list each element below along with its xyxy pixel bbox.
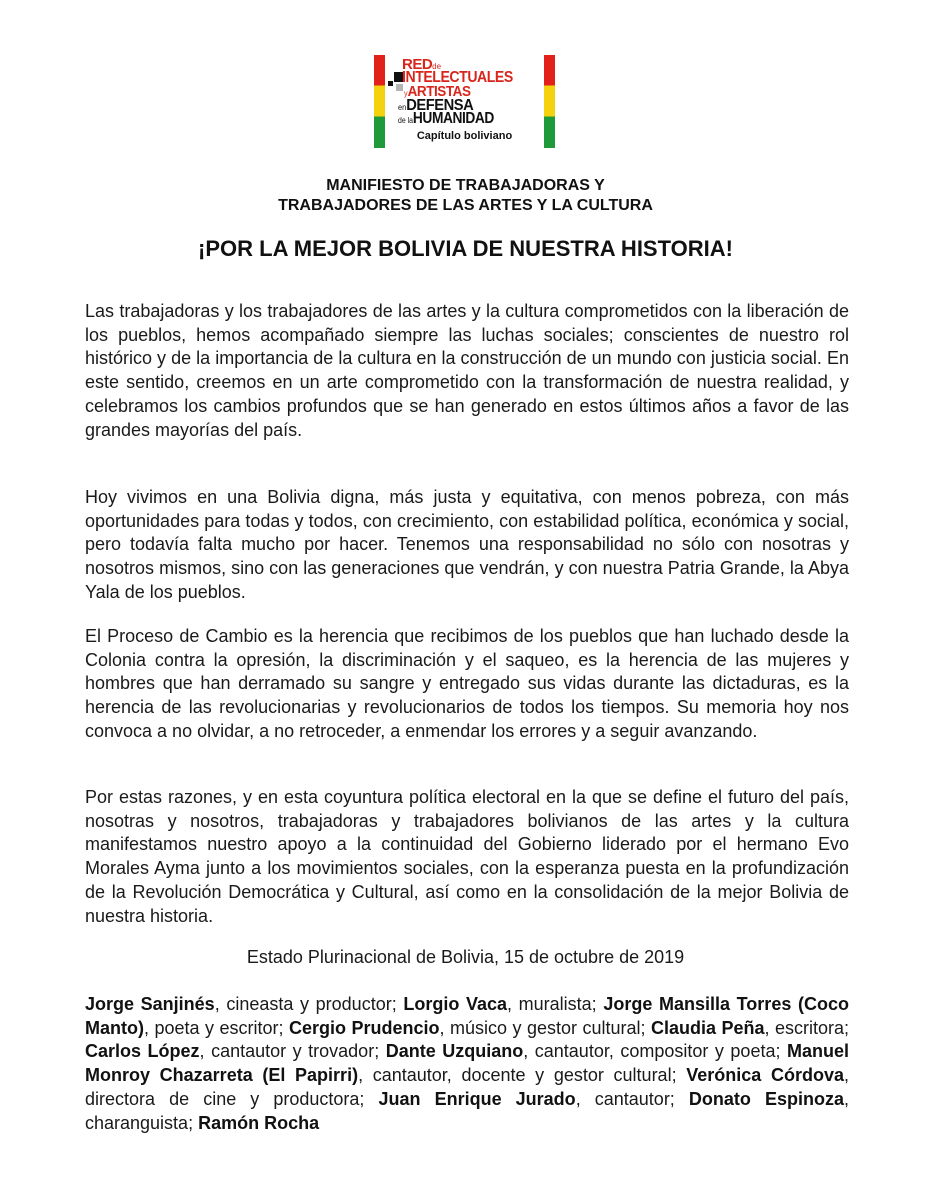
signatory-name: Verónica Córdova — [686, 1065, 844, 1086]
signatory-role: , cineasta y productor; — [214, 994, 404, 1014]
paragraph-4: Por estas razones, y en esta coyuntura política electoral en la que se define el futuro del país, nosotras y nosotros, trabajadoras y trabajadores bolivianos de las artes y la cultura manifestamos nuestro apoyo a la continuidad del Gobierno liderado por el hermano Evo Morales Ayma junto a los movimientos sociales, con la esperanza puesta en la profundización de la Revolución Democrática y Cultural, así como en la consolidación de la mejor Bolivia de nuestra historia. — [85, 787, 849, 926]
signatory-role: , cantautor, compositor y poeta; — [523, 1041, 787, 1062]
manifesto-title-line1: MANIFIESTO DE TRABAJADORAS Y — [326, 177, 605, 194]
signatory-role: , escritora; — [764, 1017, 850, 1038]
signatory-name: Jorge Sanjinés — [85, 994, 215, 1014]
signatory-role: , músico y gestor cultural; — [439, 1017, 651, 1038]
signatory-name: Jorge Mansilla Torres (Coco Manto) — [85, 994, 849, 1038]
logo-line-intelectuales: INTELECTUALES — [402, 69, 513, 86]
logo-line-defensa: enDEFENSA — [398, 97, 474, 114]
paragraph-2: Hoy vivimos en una Bolivia digna, más justa y equitativa, con menos pobreza, con más oportunidades para todas y todos, con crecimiento, con estabilidad política, económica y social, pero todavía falta mucho por hacer. Tenemos una responsabilidad no sólo con nosotras y nosotros mismos, sino con las generaciones que vendrán, y con nuestra Patria Grande, la Abya Yala de los pueblos. — [85, 487, 849, 602]
manifesto-title-line2: TRABAJADORES DE LAS ARTES Y LA CULTURA — [278, 197, 653, 214]
signatory-role: , directora de cine y productora; — [85, 1065, 849, 1109]
signatory-role: , muralista; — [507, 994, 604, 1014]
manifesto-title — [0, 176, 931, 216]
signatory-name: Lorgio Vaca — [403, 994, 508, 1014]
signatory-name: Manuel Monroy Chazarreta (El Papirri) — [85, 1041, 849, 1086]
signatory-name: Donato Espinoza — [688, 1088, 844, 1109]
signatory-name: Dante Uzquiano — [385, 1041, 524, 1062]
signatory-role: , charanguista; — [85, 1088, 849, 1133]
signatory-name: Ramón Rocha — [198, 1112, 320, 1133]
organization-logo — [374, 55, 555, 148]
paragraph-3: El Proceso de Cambio es la herencia que recibimos de los pueblos que han luchado desde la Colonia contra la opresión, la discriminación y el saqueo, es la herencia de las mujeres y hombres que han derramado su sangre y entregado sus vidas durante las dictaduras, es la herencia de las revolucionarias y revolucionarios de todos los tiempos. Su memoria hoy nos convoca a no olvidar, a no retroceder, a enmendar los errores y a seguir avanzando. — [85, 626, 849, 741]
logo-line-red: REDde — [402, 56, 442, 73]
signatory-role: , cantautor, docente y gestor cultural; — [358, 1065, 687, 1086]
signatory-role: , cantautor y trovador; — [199, 1041, 386, 1062]
signatories-list — [85, 993, 849, 1135]
signatory-role: , cantautor; — [575, 1088, 689, 1109]
logo-chapter-label: Capítulo boliviano — [416, 130, 513, 142]
date-line: Estado Plurinacional de Bolivia, 15 de octubre de 2019 — [246, 947, 685, 967]
signatory-name: Cergio Prudencio — [288, 1017, 440, 1038]
signatory-role: , poeta y escritor; — [143, 1017, 289, 1038]
slogan-title: ¡POR LA MEJOR BOLIVIA DE NUESTRA HISTORIA! — [198, 236, 733, 261]
logo-square-small — [388, 81, 393, 86]
logo-line-artistas: yARTISTAS — [404, 83, 471, 100]
signatory-name: Carlos López — [85, 1041, 200, 1062]
signatory-name: Juan Enrique Jurado — [378, 1088, 576, 1109]
signatory-name: Claudia Peña — [650, 1017, 765, 1038]
paragraph-1: Las trabajadoras y los trabajadores de las artes y la cultura comprometidos con la liberación de los pueblos, hemos acompañado siempre las luchas sociales; conscientes de nuestro rol histórico y de la importancia de la cultura en la construcción de un mundo con justicia social. En este sentido, creemos en un arte comprometido con la transformación de nuestra realidad, y celebramos los cambios profundos que se han generado en estos últimos años a favor de las grandes mayorías del país. — [85, 301, 849, 440]
logo-line-humanidad: de laHUMANIDAD — [398, 110, 494, 127]
